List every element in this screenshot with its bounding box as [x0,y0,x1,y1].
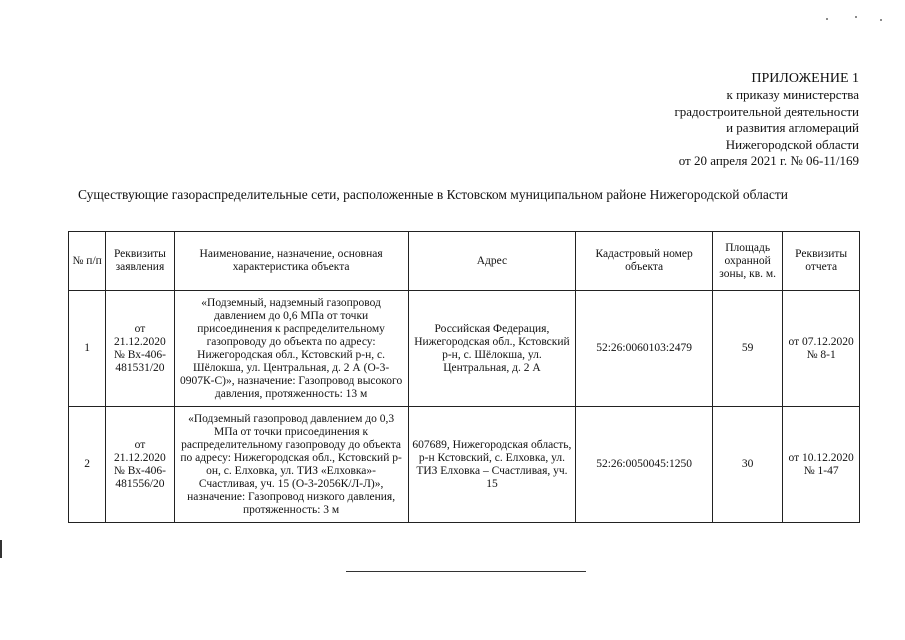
cell-report: от 10.12.2020 № 1-47 [783,407,860,523]
cell-application: от 21.12.2020 № Вх-406-481531/20 [106,291,174,407]
appendix-line: к приказу министерства [726,87,859,102]
scan-speck [826,18,828,20]
gas-network-table [68,231,860,523]
cell-area: 30 [712,407,782,523]
appendix-title: ПРИЛОЖЕНИЕ 1 [751,71,859,86]
cell-number: 1 [69,291,106,407]
table-header-row [69,232,860,291]
table-row [69,407,860,523]
appendix-block [674,70,859,170]
header-application: Реквизиты заявления [106,232,174,291]
appendix-order-date: от 20 апреля 2021 г. № 06-11/169 [678,153,859,168]
scan-speck [855,16,857,18]
cell-report: от 07.12.2020 № 8-1 [783,291,860,407]
document-title: Существующие газораспределительные сети, расположенные в Кстовском муниципальном районе Нижегородской области [78,187,789,202]
header-address: Адрес [408,232,576,291]
cell-cadastral: 52:26:0050045:1250 [576,407,713,523]
table-row [69,291,860,407]
appendix-line: градостроительной деятельности [674,103,859,119]
appendix-line: и развития агломераций [726,120,859,135]
scan-edge-mark [0,540,2,558]
header-report: Реквизиты отчета [783,232,860,291]
cell-description: «Подземный, надземный газопровод давлением до 0,6 МПа от точки присоединения к распределительному газопроводу до объекта по адресу: Нижегородская обл., Кстовский р-н, с. Шёлокша, ул. Центральная, д. 2 А (О-3-0907К-С)», назначение: Газопровод высокого давления, протяженность: 13 м [174,291,408,407]
header-cadastral: Кадастровый номер объекта [576,232,713,291]
cell-area: 59 [712,291,782,407]
header-number: № п/п [69,232,106,291]
cell-address: 607689, Нижегородская область, р-н Кстовский, с. Елховка, ул. ТИЗ Елховка – Счастливая, уч. 15 [408,407,576,523]
cell-description: «Подземный газопровод давлением до 0,3 МПа от точки присоединения к распределительному газопроводу до объекта по адресу: Нижегородская обл., Кстовский р-он, с. Елховка, ул. ТИЗ «Елховка»-Счастливая, уч. 15 (О-3-2056К/Л-Л)», назначение: Газопровод низкого давления, протяженность: 3 м [174,407,408,523]
header-area: Площадь охранной зоны, кв. м. [712,232,782,291]
cell-cadastral: 52:26:0060103:2479 [576,291,713,407]
scan-speck [880,19,882,21]
header-description: Наименование, назначение, основная характеристика объекта [174,232,408,291]
footer-divider [346,571,586,572]
cell-address: Российская Федерация, Нижегородская обл., Кстовский р-н, с. Шёлокша, ул. Центральная, д. 2 А [408,291,576,407]
appendix-line: Нижегородской области [725,136,859,152]
cell-application: от 21.12.2020 № Вх-406-481556/20 [106,407,174,523]
cell-number: 2 [69,407,106,523]
